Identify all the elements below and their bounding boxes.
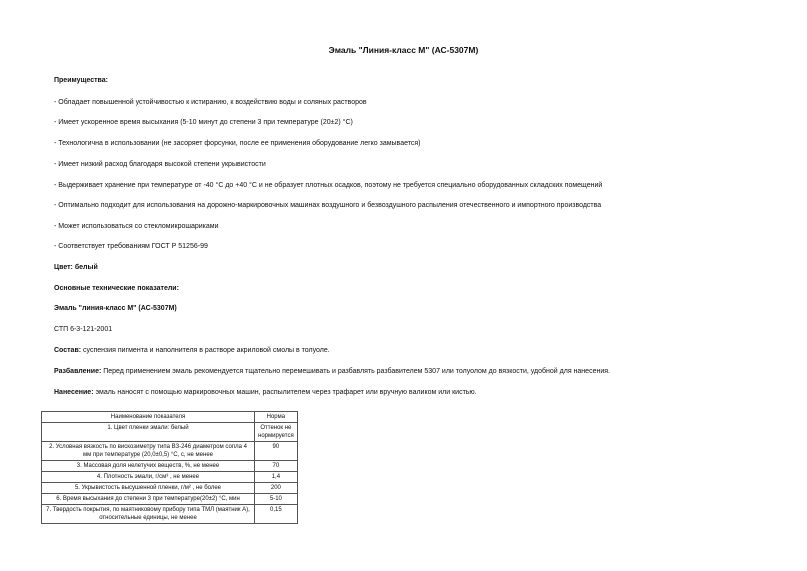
dilution-line: [54, 368, 610, 375]
table-row: [42, 494, 298, 505]
row-name: 1. Цвет пленки эмали: белый: [42, 423, 255, 442]
row-value: 70: [255, 461, 298, 472]
product-line: Эмаль "линия-класс М" (АС-5307М): [54, 305, 177, 312]
application-text: эмаль наносят с помощью маркировочных машин, распылителем через трафарет или вручную валиком или кистью.: [93, 389, 477, 396]
tech-heading: Основные технические показатели:: [54, 285, 179, 292]
advantage-item: - Обладает повышенной устойчивостью к истиранию, к воздействию воды и соляных растворов: [54, 99, 367, 106]
composition-text: суспензия пигмента и наполнителя в растворе акриловой смолы в толуоле.: [81, 347, 330, 354]
row-value: Оттенок не нормируется: [255, 423, 298, 442]
row-name: 2. Условная вязкость по вискозиметру типа ВЗ-246 диаметром сопла 4 мм при температуре (20,0±0,5) °С, с, не менее: [42, 442, 255, 461]
composition-label: Состав:: [54, 347, 82, 354]
row-name: 4. Плотность эмали, г/см³ , не менее: [42, 472, 255, 483]
standard-line: СТП 6-3-121-2001: [54, 326, 113, 333]
row-name: 6. Время высыхания до степени 3 при температуре(20±2) °С, мин: [42, 494, 255, 505]
advantage-item: - Может использоваться со стекломикрошариками: [54, 223, 219, 230]
color-line: Цвет: белый: [54, 264, 98, 271]
header-name: Наименование показателя: [42, 412, 255, 423]
document-title: Эмаль "Линия-класс М" (АС-5307М): [328, 45, 479, 55]
row-name: 5. Укрывистость высушенной пленки, г/м² , не более: [42, 483, 255, 494]
dilution-text: Перед применением эмаль рекомендуется тщательно перемешивать и разбавлять разбавителем 5307 или толуолом до вязкости, удобной для нанесения.: [101, 368, 610, 375]
advantages-heading: Преимущества:: [54, 77, 108, 84]
application-line: [54, 389, 477, 396]
row-value: 5-10: [255, 494, 298, 505]
advantage-item: - Имеет ускоренное время высыхания (5-10 минут до степени 3 при температуре (20±2) °С): [54, 119, 353, 126]
row-value: 1,4: [255, 472, 298, 483]
advantage-item: - Технологична в использовании (не засоряет форсунки, после ее применения оборудование легко замывается): [54, 140, 421, 147]
advantage-item: - Имеет низкий расход благодаря высокой степени укрывистости: [54, 161, 266, 168]
header-value: Норма: [255, 412, 298, 423]
table-row: [42, 483, 298, 494]
composition-line: [54, 347, 330, 354]
dilution-label: Разбавление:: [54, 368, 102, 375]
advantage-item: - Выдерживает хранение при температуре от -40 °С до +40 °С и не образует плотных осадков, поэтому не требуется специально оборудованных складских помещений: [54, 182, 603, 189]
row-value: 90: [255, 442, 298, 461]
spec-table: [41, 411, 298, 524]
row-value: 200: [255, 483, 298, 494]
row-name: 7. Твердость покрытия, по маятниковому прибору типа ТМЛ (маятник А), относительные единицы, не менее: [42, 505, 255, 524]
advantage-item: - Соответствует требованиям ГОСТ Р 51256-99: [54, 243, 208, 250]
table-row: [42, 423, 298, 442]
table-row: [42, 472, 298, 483]
row-name: 3. Массовая доля нелетучих веществ, %, не менее: [42, 461, 255, 472]
table-header-row: [42, 412, 298, 423]
row-value: 0,15: [255, 505, 298, 524]
application-label: Нанесение:: [54, 389, 94, 396]
table-row: [42, 505, 298, 524]
table-row: [42, 461, 298, 472]
advantage-item: - Оптимально подходит для использования на дорожно-маркировочных машинах воздушного и безвоздушного распыления отечественного и импортного производства: [54, 202, 602, 209]
table-row: [42, 442, 298, 461]
